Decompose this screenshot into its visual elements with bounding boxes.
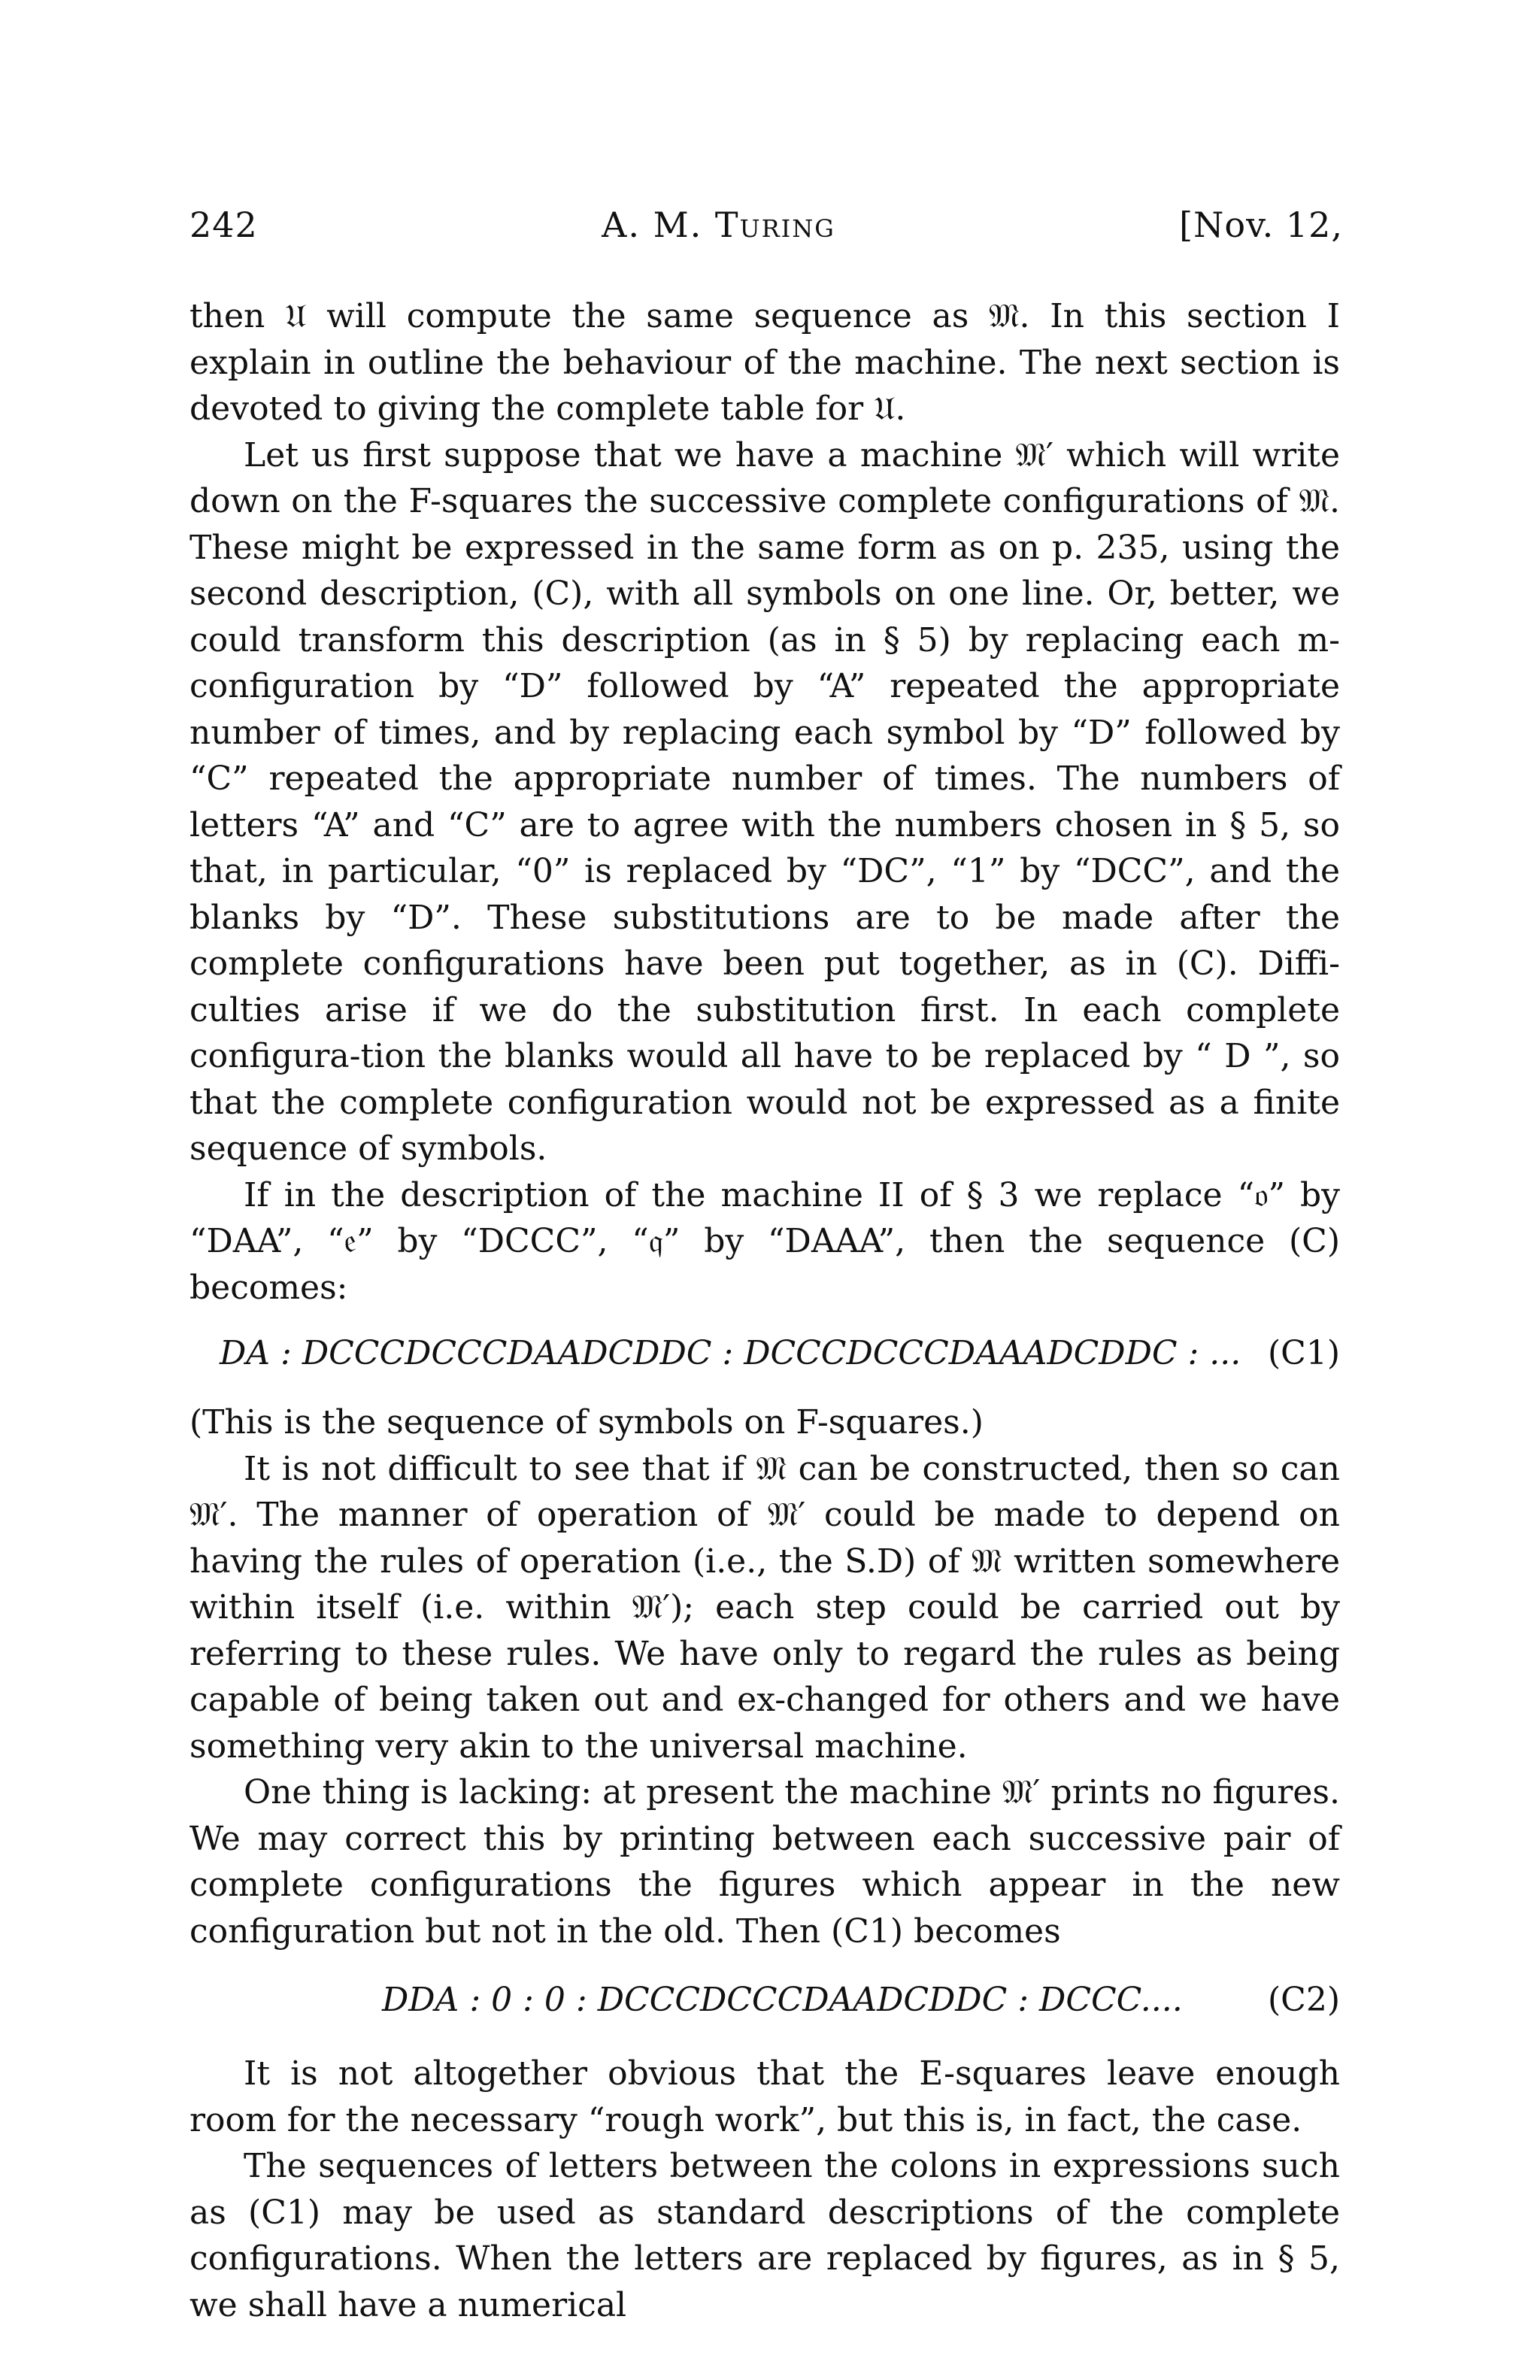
running-author: A. M. Turing bbox=[602, 205, 835, 245]
paragraph-7: It is not altogether obvious that the E-squares leave enough room for the necessary “rough work”, but this is, in fact, the case. bbox=[189, 2054, 1340, 2139]
equation-c1 bbox=[189, 1330, 1340, 1377]
paragraph-5: It is not difficult to see that if 𝔐 can be constructed, then so can 𝔐′. The manner of operation of 𝔐′ could be made to depend on having the rules of operation (i.e., the S.D) of 𝔐 written somewhere within itself (i.e. within 𝔐′); each step could be carried out by referring to these rules. We have only to regard the rules as being capable of being taken out and ex-changed for others and we have something very akin to the universal machine. bbox=[189, 1449, 1340, 1766]
running-date: [Nov. 12, bbox=[1179, 205, 1343, 245]
running-header bbox=[189, 205, 1343, 245]
equation-c2-expression: DDA : 0 : 0 : DCCCDCCCDAADCDDC : DCCC.... bbox=[382, 1981, 1183, 2019]
paragraph-3: If in the description of the machine II of § 3 we replace “𝔬” by “DAA”, “𝔢” by “DCCC”, “𝔮” by “DAAA”, then the sequence (C) becomes: bbox=[189, 1175, 1340, 1307]
equation-c1-tag: (C1) bbox=[1268, 1334, 1340, 1372]
body-text bbox=[189, 293, 1340, 2328]
equation-c2 bbox=[189, 1977, 1340, 2024]
page-number: 242 bbox=[189, 205, 258, 245]
paragraph-8: The sequences of letters between the colons in expressions such as (C1) may be used as standard descriptions of the complete configurations. When the letters are replaced by figures, as in § 5, we shall have a numerical bbox=[189, 2147, 1340, 2324]
paragraph-2: Let us first suppose that we have a machine 𝔐′ which will write down on the F-squares the successive complete configurations of 𝔐. These might be expressed in the same form as on p. 235, using the second description, (C), with all symbols on one line. Or, better, we could transform this description (as in § 5) by replacing each m-configuration by “D” followed by “A” repeated the appropriate number of times, and by replacing each symbol by “D” followed by “C” repeated the appropriate number of times. The numbers of letters “A” and “C” are to agree with the numbers chosen in § 5, so that, in particular, “0” is replaced by “DC”, “1” by “DCC”, and the blanks by “D”. These substitutions are to be made after the complete configurations have been put together, as in (C). Diffi-culties arise if we do the substitution first. In each complete configura-tion the blanks would all have to be replaced by “ D ”, so that the complete configuration would not be expressed as a finite sequence of symbols. bbox=[189, 435, 1340, 1168]
paragraph-1: then 𝔘 will compute the same sequence as 𝔐. In this section I explain in outline the behaviour of the machine. The next section is devoted to giving the complete table for 𝔘. bbox=[189, 297, 1340, 428]
paragraph-6: One thing is lacking: at present the machine 𝔐′ prints no figures. We may correct this by printing between each successive pair of complete configurations the figures which appear in the new configuration but not in the old. Then (C1) becomes bbox=[189, 1773, 1340, 1951]
equation-c1-expression: DA : DCCCDCCCDAADCDDC : DCCCDCCCDAAADCDDC : ... bbox=[220, 1334, 1241, 1372]
equation-c2-tag: (C2) bbox=[1268, 1981, 1340, 2019]
paragraph-4: (This is the sequence of symbols on F-squares.) bbox=[189, 1403, 984, 1442]
